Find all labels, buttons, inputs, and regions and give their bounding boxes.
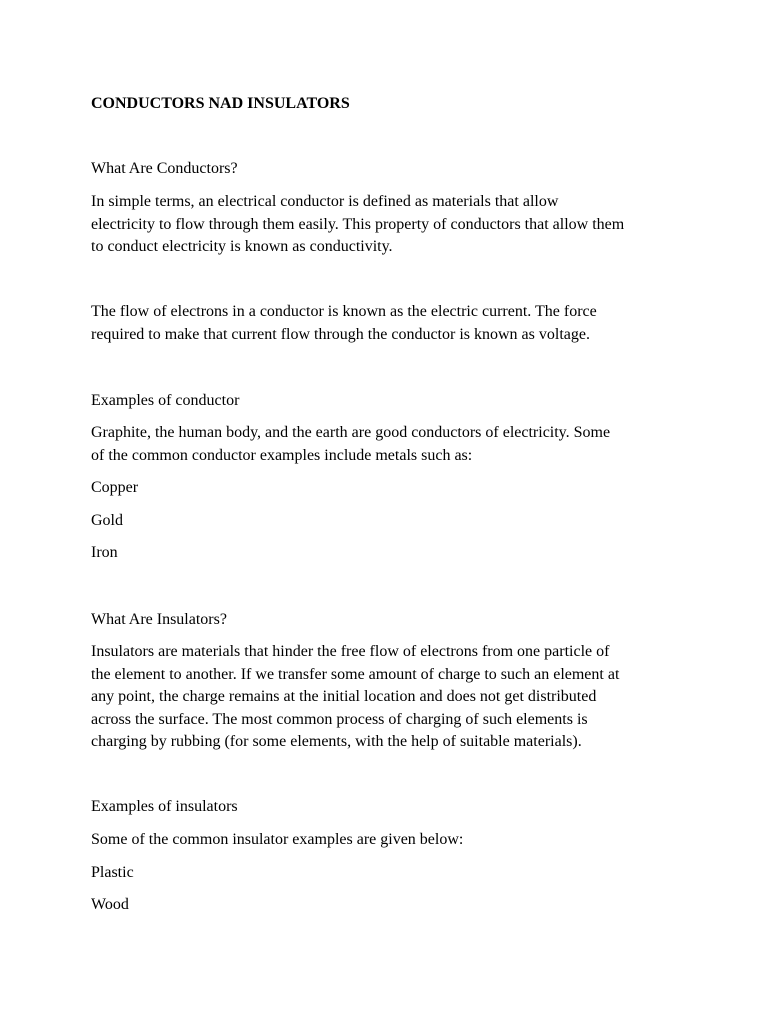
paragraph-line: Graphite, the human body, and the earth are good conductors of electricity. Some bbox=[91, 424, 611, 441]
paragraph-line: In simple terms, an electrical conductor is defined as materials that allow bbox=[91, 193, 559, 210]
paragraph-line: of the common conductor examples include metals such as: bbox=[91, 446, 473, 464]
paragraph-line: across the surface. The most common process of charging of such elements is bbox=[91, 710, 588, 728]
paragraph-line: electricity to flow through them easily. This property of conductors that allow them bbox=[91, 215, 625, 233]
electric-current-paragraph bbox=[91, 301, 691, 346]
paragraph-line: the element to another. If we transfer some amount of charge to such an element at bbox=[91, 665, 620, 683]
conductors-heading: What Are Conductors? bbox=[91, 160, 238, 177]
paragraph-line: to conduct electricity is known as conductivity. bbox=[91, 238, 393, 255]
paragraph-line: any point, the charge remains at the initial location and does not get distributed bbox=[91, 688, 597, 705]
list-item: Wood bbox=[91, 896, 129, 913]
conductor-examples-heading: Examples of conductor bbox=[91, 392, 240, 409]
insulators-heading: What Are Insulators? bbox=[91, 611, 227, 628]
paragraph-line: Insulators are materials that hinder the free flow of electrons from one particle of bbox=[91, 643, 610, 660]
document-title: CONDUCTORS NAD INSULATORS bbox=[91, 95, 350, 112]
paragraph-line: charging by rubbing (for some elements, with the help of suitable materials). bbox=[91, 733, 582, 750]
list-item: Iron bbox=[91, 544, 118, 561]
list-item: Copper bbox=[91, 479, 139, 496]
list-item: Plastic bbox=[91, 864, 134, 881]
list-item: Gold bbox=[91, 512, 123, 529]
paragraph-line: The flow of electrons in a conductor is known as the electric current. The force bbox=[91, 303, 597, 320]
insulator-examples-intro: Some of the common insulator examples are given below: bbox=[91, 831, 464, 848]
paragraph-line: required to make that current flow through the conductor is known as voltage. bbox=[91, 325, 590, 343]
conductors-definition-paragraph bbox=[91, 191, 691, 259]
conductor-examples-intro bbox=[91, 422, 691, 467]
insulator-examples-heading: Examples of insulators bbox=[91, 798, 238, 815]
insulators-definition-paragraph bbox=[91, 641, 691, 754]
